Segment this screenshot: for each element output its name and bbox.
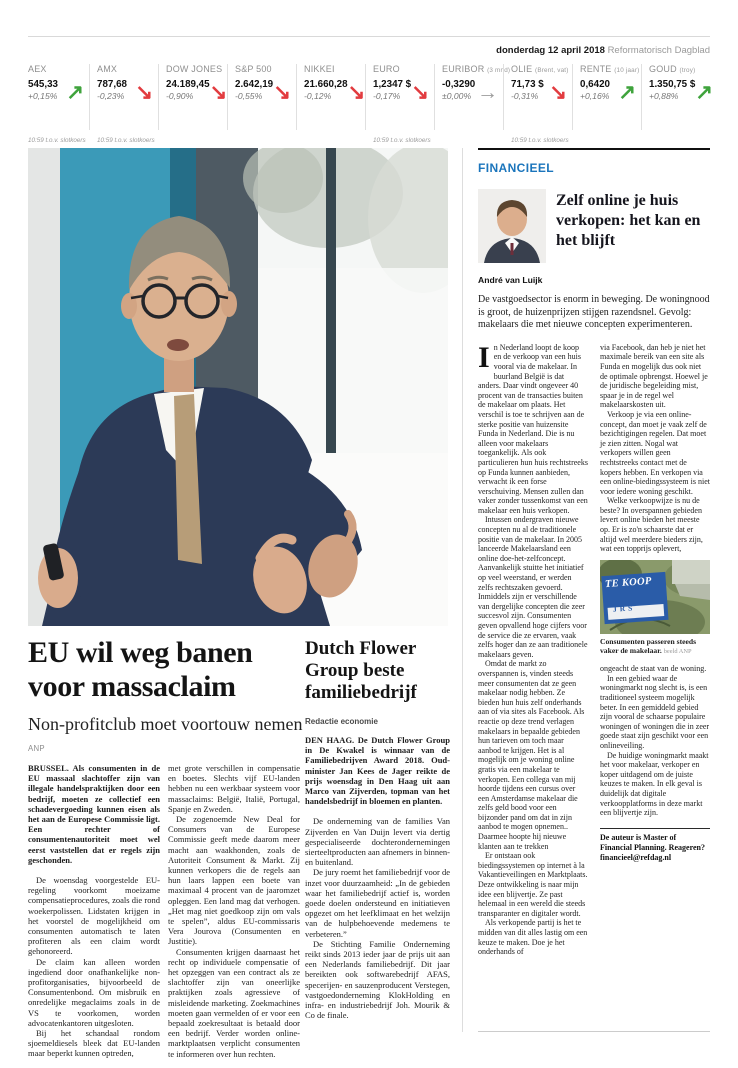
ticker-olie: [503, 64, 572, 144]
flower-paragraph: De jury roemt het familiebedrijf voor de inzet voor duurzaamheid: „In de gebieden waar het familiebedrijf actief is, worden goede doelen ondersteund en initiatieven opgezet om het leefklimaat en het welzijn van de hulpbehoevende medemens te verbeteren.”: [305, 867, 450, 939]
ticker-label: S&P 500: [235, 64, 272, 74]
ticker-label: DOW JONES: [166, 64, 223, 74]
financieel-col1: [478, 340, 588, 957]
trend-arrow-icon: ↘: [549, 81, 567, 104]
flower-paragraph: De Stichting Familie Onderneming reikt sinds 2013 ieder jaar de prijs uit aan een Nederlands familiebedrijf. Dit jaar bereikten ook softwarebedrijf AFAS, specerijen- en sauzenproducent Verstegen, vastgoedonderneming KlokHolding en infra- en industriebedrijf Joh. Mourik & Co de finale.: [305, 938, 450, 1021]
flower-lead-paragraph: DEN HAAG. De Dutch Flower Group in De Kwakel is winnaar van de Familiebedrijven Award 2018. Oud-minister Jan Kees de Jager reikte de prijs woensdag in Den Haag uit aan Marco van Zijverden, topman van het handelsbedrijf in bloemen en planten.: [305, 735, 450, 807]
main-paragraph: De woensdag voorgestelde EU-regeling voorkomt moeizame compensatieprocedures, zoals die rond woekerpolissen. Lidstaten krijgen in het voorstel de mogelijkheid om consumenten automatisch te laten profiteren als een claim wordt gehonoreerd.: [28, 875, 160, 957]
ticker-sublabel: (troy): [679, 67, 696, 74]
ticker-note: 10:59 t.o.v. slotkoers: [28, 137, 86, 144]
te-koop-sign-text: TE KOOP: [604, 575, 653, 590]
ticker-value: 71,73 $: [511, 79, 544, 90]
ticker-label: AMX: [97, 64, 118, 74]
ticker-amx: [89, 64, 158, 144]
ticker-sublabel: (3 mnd): [487, 67, 511, 74]
main-subhead: Non-profitclub moet voortouw nemen: [28, 714, 303, 734]
flower-article: [305, 638, 450, 1020]
ticker-change: -0,90%: [166, 91, 194, 101]
fin-paragraph: De huidige woningmarkt maakt het voor makelaar, verkoper en koper uitdagend om de juiste keuzes te maken. In elk geval is duidelijk dat digitale verkoopplatforms in deze markt een blijvertje zijn.: [600, 750, 709, 818]
ticker-value: 787,68: [97, 79, 127, 90]
trend-arrow-icon: ↘: [135, 81, 153, 104]
financieel-bottom-rule: [478, 1031, 710, 1032]
fin-paragraph: Omdat de markt zo overspannen is, vinden steeds meer consumenten dat ze geen makelaar nodig hebben. Ze bieden hun huis zelf onderhands aan of via sites als Facebook. Als reactie op deze trend verlagen makelaars in bepaalde gebieden hun tarieven om toch maar aanbod te krijgen. Het is al mogelijk om je woning online gratis via een makelaar te verkopen. Een collega van mij hoorde tijdens een cursus over een Amsterdamse makelaar die zelfs geld bood voor een bijzonder pand om dat in zijn aanbod te mogen opnemen.. Daarmee hoopte hij nieuwe klanten aan te trekken: [478, 659, 585, 851]
ticker-note: 10:59 t.o.v. slotkoers: [373, 137, 431, 144]
author-photo-illustration: [478, 189, 546, 263]
ticker-goud: [641, 64, 713, 130]
trend-arrow-icon: ↘: [273, 81, 291, 104]
ticker-euro: [365, 64, 434, 144]
ticker-sublabel: (10 jaar): [614, 67, 640, 74]
flower-headline: Dutch Flower Group beste familiebedrijf: [305, 638, 417, 703]
ticker-label: EURO: [373, 64, 400, 74]
fin-paragraph: Als verkopende partij is het te midden van dit alles lastig om een keuze te maken. Doe je het onderhands of: [478, 918, 588, 957]
ticker-value: 0,6420: [580, 79, 610, 90]
dropcap: I: [478, 340, 490, 374]
ticker-sublabel: (Brent, vat): [535, 67, 569, 74]
trend-arrow-icon: ↗: [695, 81, 713, 104]
main-paragraph: De zogenoemde New Deal for Consumers van de Europese Commissie geeft mede daarom meer macht aan waakhonden, zoals de Autoriteit Consument & Markt. Zij kunnen verkopers die de regels aan hun laars lappen een boete van maximaal 4 procent van de jaaromzet opleggen. Een land mag dat verhogen. „Het mag niet goedkoop zijn om vals te spelen”, aldus EU-commissaris Vera Jourova (Consumenten en Justitie).: [168, 814, 300, 947]
section-label: FINANCIEEL: [478, 161, 554, 175]
main-byline: ANP: [28, 744, 45, 753]
fin-paragraph: In Nederland loopt de koop en de verkoop van een huis vooral via de makelaar. In buurland België is dat anders. Daar vindt ongeveer 40 procent van de transacties buiten de makelaar om plaats. Het verschil is toe te schrijven aan de sterke positie van huizensite Funda in Nederland. Die is nu alleen voor makelaars toegankelijk. Als ook particulieren hun huis rechtstreeks op Funda kunnen aanbieden, verwacht ik een forse verschuiving. Mensen zullen dan vaker zonder tussenkomst van een makelaar een huis verkopen.: [478, 340, 588, 515]
flower-body: [305, 735, 450, 1020]
trend-arrow-icon: ↘: [411, 81, 429, 104]
ticker-change: +0,15%: [28, 91, 58, 101]
jrs-sign-text: JRS: [612, 603, 636, 614]
financieel-col2: [600, 343, 710, 957]
ticker-change: ±0,00%: [442, 91, 472, 101]
ticker-change: -0,23%: [97, 91, 125, 101]
ticker-value: 2.642,19: [235, 79, 274, 90]
fin-paragraph: Verkoop je via een online-concept, dan moet je vaak zelf de bezichtigingen regelen. Dat moet je zien zitten. Nogal wat verkopers willen geen rechtstreeks contact met de kopers hebben. En verkopen via een online-biedingssysteem is niet voor iedere woning geschikt.: [600, 409, 710, 496]
financieel-column: [478, 148, 710, 957]
ticker-euribor: [434, 64, 511, 130]
flower-paragraph: De onderneming van de families Van Zijverden en Van Duijn levert via dertig gespecialiseerde dochterondernemingen sierteeltproducten aan afnemers in binnen- en buitenland.: [305, 816, 450, 868]
flower-byline: Redactie economie: [305, 717, 378, 726]
date-text: donderdag 12 april 2018: [496, 45, 605, 56]
main-paragraph: Consumenten krijgen daarnaast het recht op individuele compensatie of het opzeggen van een contract als ze slachtoffer zijn van oneerlijke praktijken zoals agressieve of misleidende marketing. Zoekmachines moeten gaan vermelden of er voor een bepaald zoekresultaat is betaald door een bedrijf. Verder worden online-marktplaatsen verplicht consumenten te informeren over hun rechten.: [168, 946, 300, 1059]
ticker-dowjones: [158, 64, 227, 130]
ticker-label: AEX: [28, 64, 47, 74]
ticker-label: GOUD: [649, 64, 677, 74]
ticker-change: +0,88%: [649, 91, 679, 101]
ticker-change: -0,17%: [373, 91, 401, 101]
paper-name: Reformatorisch Dagblad: [607, 45, 710, 56]
financieel-intro: De vastgoedsector is enorm in beweging. De woningnood is groot, de huizenprijzen stijgen razendsnel. Gevolg: makelaars die met nieuwe concepten experimenteren.: [478, 294, 710, 331]
fin-paragraph: In een gebied waar de woningmarkt nog slecht is, is een traditioneel systeem mogelijk beter. In een gemiddeld gebied zijn vooral de schaarse populaire woningen of woningen die in zeer goede staat zijn geschikt voor een onlineveiling.: [600, 673, 710, 750]
ticker-value: 1.350,75 $: [649, 79, 696, 90]
te-koop-photo: [600, 560, 710, 634]
ticker-value: 545,33: [28, 79, 58, 90]
ticker-label: OLIE: [511, 64, 533, 74]
fin-paragraph: via Facebook, dan heb je niet het maximale bereik van een site als Funda en mogelijk dus ook niet de optimale opbrengst. Hoewel je de juridische begeleiding mist, spaar je in de regel wel makelaarskosten uit.: [600, 342, 708, 410]
ticker-value: -0,3290: [442, 79, 476, 90]
photo-credit: beeld ANP: [663, 648, 692, 656]
author-headshot: [478, 189, 546, 263]
ticker-value: 21.660,28: [304, 79, 348, 90]
main-paragraph: De claim kan alleen worden ingediend door onafhankelijke non-profitorganisaties, bijvoorbeeld de Consumentenbond. Om misbruik en onredelijke megaclaims zoals in de VS te voorkomen, worden advocatenkantoren uitgesloten.: [28, 956, 160, 1028]
ticker-change: -0,55%: [235, 91, 263, 101]
ticker-value: 24.189,45: [166, 79, 210, 90]
financieel-header: [478, 189, 710, 263]
main-lead-paragraph: BRUSSEL. Als consumenten in de EU massaal slachtoffer zijn van illegale handelspraktijken door een bedrijf, moeten ze collectief een schadevergoeding kunnen eisen als het aan de Europese Commissie ligt. Een rechter of consumentenautoriteit moet wel eerst vaststellen dat er regels zijn geschonden.: [28, 763, 160, 865]
ticker-nikkei: [296, 64, 365, 130]
ticker-change: -0,31%: [511, 91, 539, 101]
trend-arrow-icon: ↘: [209, 81, 228, 104]
ticker-value: 1,2347 $: [373, 79, 412, 90]
fin-paragraph: Intussen ondergraven nieuwe concepten nu al de traditionele positie van de makelaar. In 2005 lanceerde Makelaarsland een online doe-het-zelfconcept. Aanvankelijk stuitte het initiatief op veel weerstand, er werden zelfs rechtszaken gevoerd. Inmiddels zijn er verschillende van dergelijke concepten die zeer succesvol zijn. Consumenten geven opvallend hoge cijfers voor de service die ze ervaren, vaak zelfs hoger dan ze aan traditionele makelaars geven.: [478, 515, 588, 659]
ticker-aex: [28, 64, 89, 144]
author-footer: De auteur is Master of Financial Planning. Reageren? financieel@refdag.nl: [600, 828, 710, 863]
ticker-change: -0,12%: [304, 91, 332, 101]
column-divider: [462, 148, 463, 1032]
fin-paragraph: Er ontstaan ook biedingssystemen op internet à la Vakantieveilingen en Marktplaats. Deze ontwikkeling is naar mijn idee een blijvertje. Ze past helemaal in een wereld die steeds transparanter en digitaler wordt.: [478, 851, 588, 918]
ticker-sp500: [227, 64, 296, 130]
main-paragraph: met grote verschillen in compensatie en boetes. Slechts vijf EU-landen hebben nu een werkbaar systeem voor massaclaims: België, Italië, Portugal, Spanje en Zweden.: [168, 763, 300, 814]
ticker-note: 10:59 t.o.v. slotkoers: [97, 137, 155, 144]
financieel-author: André van Luijk: [478, 275, 543, 285]
market-ticker: [28, 64, 713, 144]
financieel-body: [478, 340, 710, 957]
top-rule: [28, 36, 710, 37]
fin-paragraph: Welke verkoopwijze is nu de beste? In overspannen gebieden levert online bieden het meeste op. Er is zo'n schaarste dat er altijd wel meerdere bieders zijn, wat een topprijs oplevert,: [600, 496, 703, 554]
ticker-change: +0,16%: [580, 91, 610, 101]
main-paragraph: Bij het schandaal rondom sjoemeldiesels bleek dat EU-landen maar beperkt kunnen optreden,: [28, 1028, 160, 1059]
ticker-note: 10:59 t.o.v. slotkoers: [511, 137, 569, 144]
financieel-headline: Zelf online je huis verkopen: het kan en het blijft: [556, 192, 701, 249]
photo-caption: Consumenten passeren steeds vaker de makelaar. beeld ANP: [600, 636, 697, 656]
trend-arrow-icon: ↗: [66, 81, 84, 104]
main-article-col1: [28, 763, 160, 1059]
fin-paragraph: ongeacht de staat van de woning.: [600, 664, 707, 674]
trend-arrow-icon: →: [477, 81, 498, 104]
main-article-col2: [168, 763, 300, 1059]
speaker-photo-illustration: [28, 148, 448, 626]
main-headline: EU wil weg banen voor massaclaim: [28, 636, 253, 703]
te-koop-photo-illustration: [600, 560, 710, 634]
ticker-label: RENTE: [580, 64, 612, 74]
trend-arrow-icon: ↗: [618, 81, 636, 104]
ticker-label: EURIBOR: [442, 64, 485, 74]
main-photo-speaker: [28, 148, 448, 626]
ticker-label: NIKKEI: [304, 64, 335, 74]
dateline: [300, 45, 710, 56]
ticker-rente: [572, 64, 641, 130]
trend-arrow-icon: ↘: [347, 81, 366, 104]
